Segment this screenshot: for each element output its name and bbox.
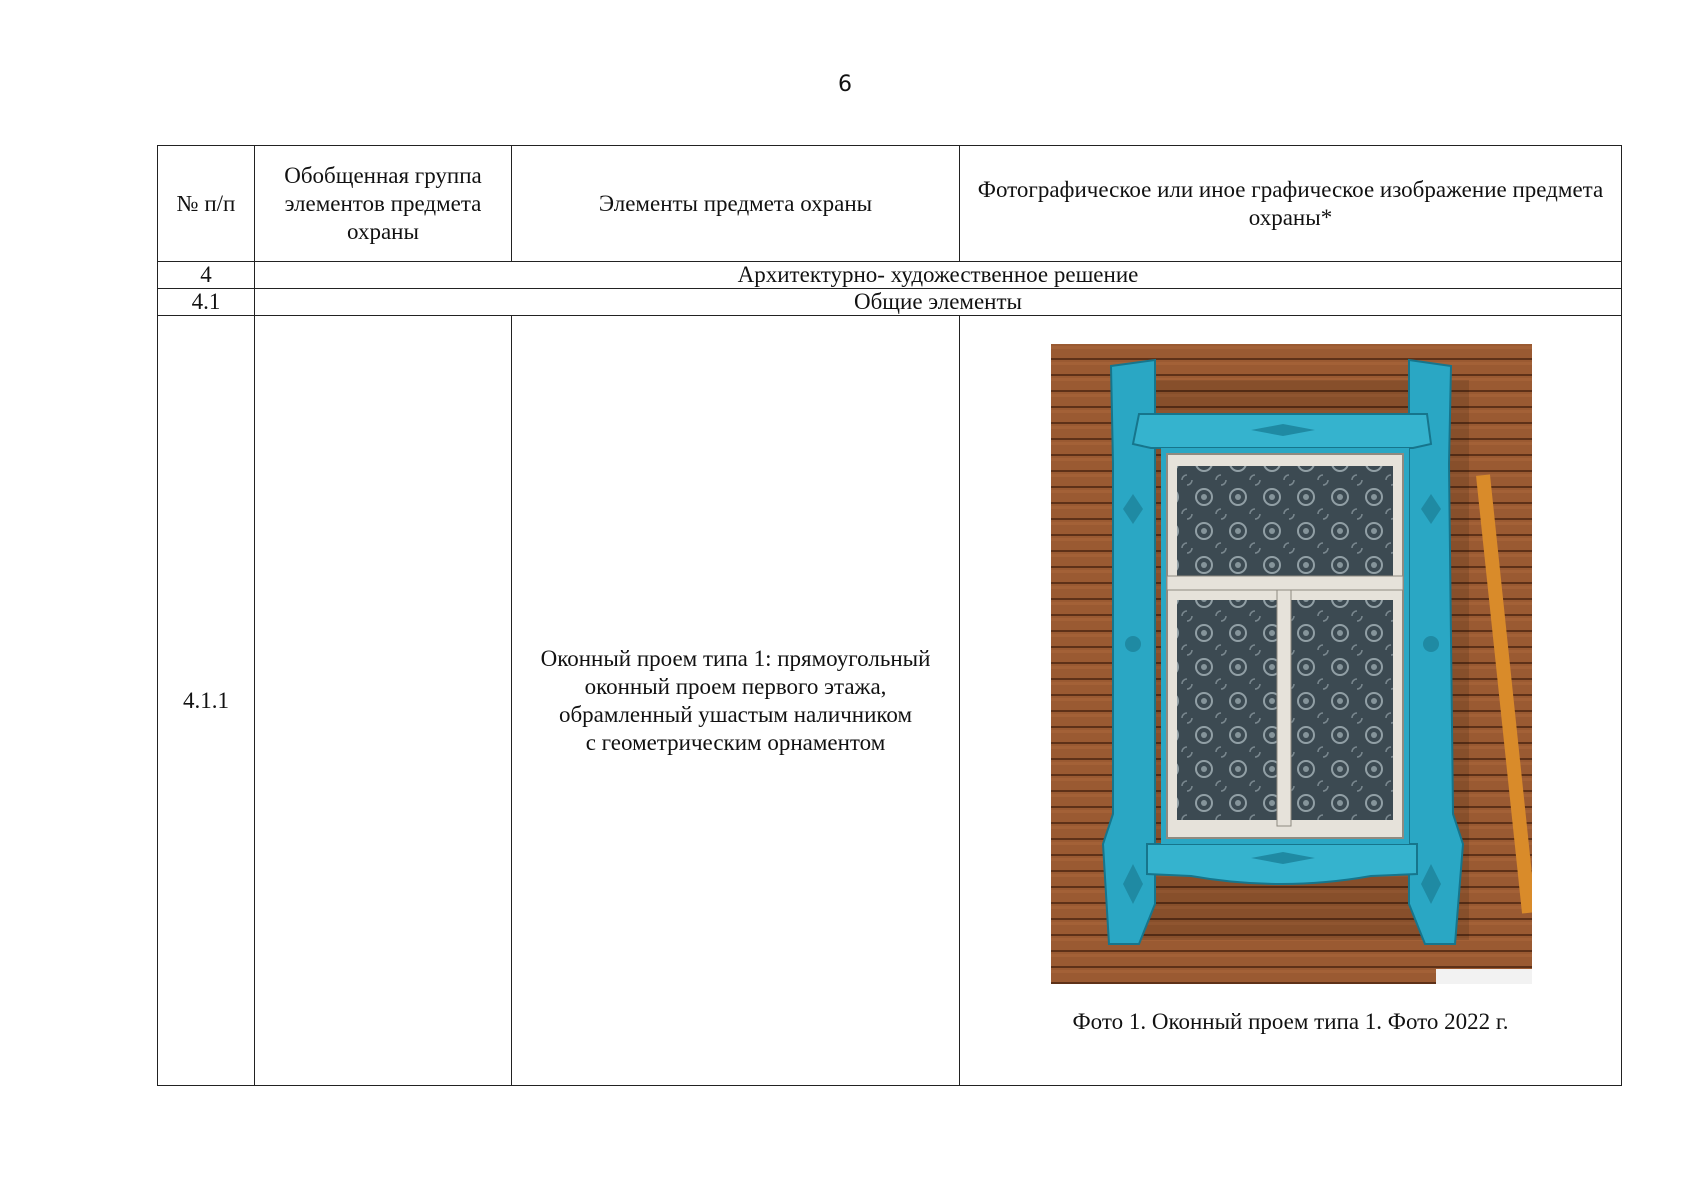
table-header-row (158, 146, 1622, 262)
section-row (158, 262, 1622, 289)
row-group (255, 316, 512, 1086)
description-line: с геометрическим орнаментом (585, 729, 886, 755)
row-number: 4.1.1 (158, 316, 255, 1086)
description-line: обрамленный ушастым наличником (558, 701, 913, 727)
window-photo (1051, 344, 1532, 984)
header-image: Фотографическое или иное графическое изображение предмета охраны* (960, 146, 1622, 262)
photo-caption: Фото 1. Оконный проем типа 1. Фото 2022 г. (1072, 1009, 1509, 1034)
header-group: Обобщенная группа элементов предмета охраны (255, 146, 512, 262)
description-line: Оконный проем типа 1: прямоугольный (540, 645, 931, 671)
window-pane (1177, 466, 1393, 576)
header-number: № п/п (158, 146, 255, 262)
window-pane (1291, 600, 1393, 820)
window-pane (1177, 600, 1277, 820)
section-number: 4 (158, 262, 255, 289)
header-elements: Элементы предмета охраны (512, 146, 960, 262)
subsection-number: 4.1 (158, 289, 255, 316)
row-description (512, 316, 960, 1086)
subsection-title: Общие элементы (255, 289, 1622, 316)
description-line: оконный проем первого этажа, (584, 673, 887, 699)
page-number: 6 (838, 72, 852, 97)
subsection-row (158, 289, 1622, 316)
section-title: Архитектурно- художественное решение (255, 262, 1622, 289)
table-row (158, 316, 1622, 1086)
row-photo-cell (960, 316, 1622, 1086)
protection-table (157, 145, 1622, 1086)
